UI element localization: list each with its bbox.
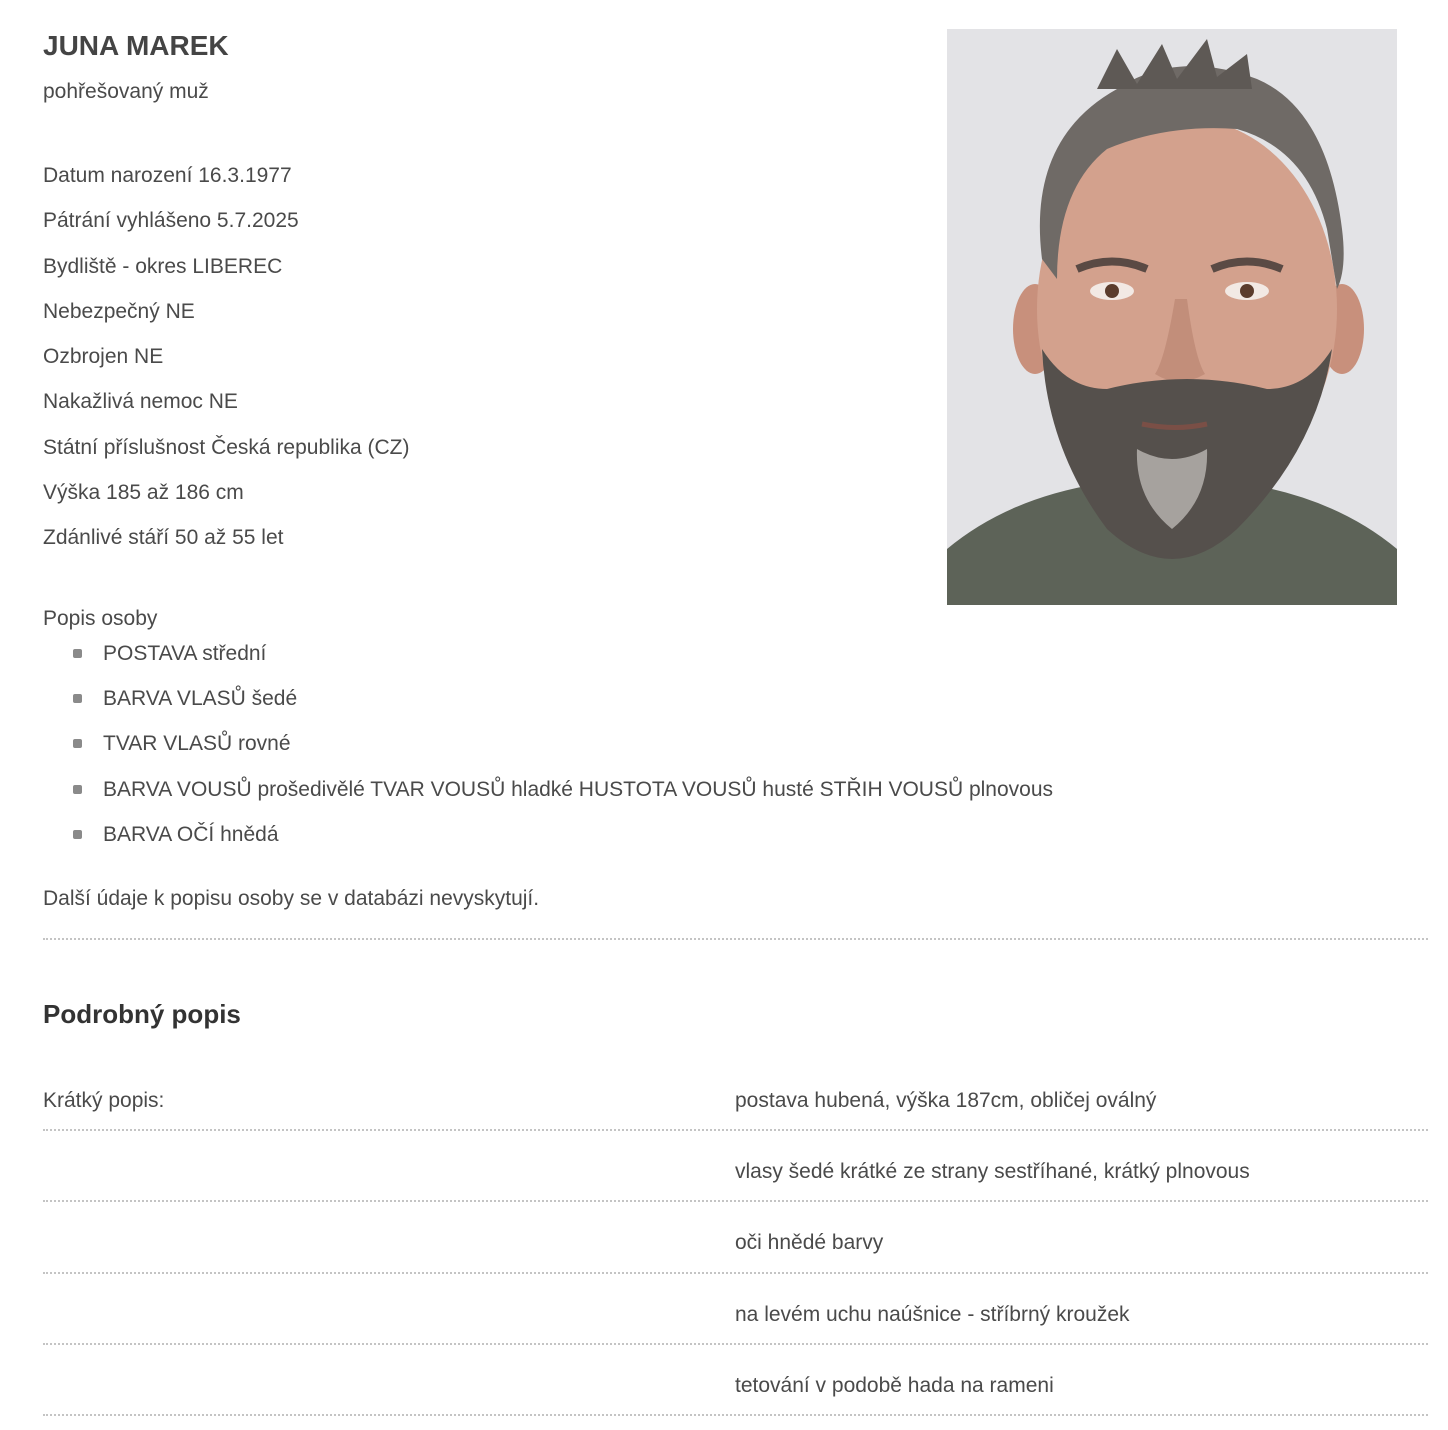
table-row (43, 1274, 1428, 1345)
fact-birth-date: Datum narození 16.3.1977 (43, 164, 292, 187)
detail-row-value: postava hubená, výška 187cm, obličej oválný (735, 1089, 1157, 1112)
description-item-text: BARVA VOUSŮ prošedivělé TVAR VOUSŮ hladké HUSTOTA VOUSŮ husté STŘIH VOUSŮ plnovous (103, 777, 1054, 801)
detail-row-value: tetování v podobě hada na rameni (735, 1373, 1054, 1397)
fact-armed: Ozbrojen NE (43, 345, 164, 369)
bullet-icon (73, 739, 82, 748)
fact-apparent-age: Zdánlivé stáří 50 až 55 let (43, 526, 284, 550)
detail-row-value: oči hnědé barvy (735, 1231, 884, 1255)
detail-row-value: na levém uchu naúšnice - stříbrný kroužek (735, 1302, 1130, 1326)
fact-nationality: Státní příslušnost Česká republika (CZ) (43, 435, 410, 459)
description-item-text: BARVA VLASŮ šedé (103, 687, 298, 711)
fact-contagious: Nakažlivá nemoc NE (43, 390, 238, 414)
list-item (43, 640, 1053, 685)
table-row (43, 1060, 1428, 1131)
description-item-text: BARVA OČÍ hnědá (103, 822, 279, 846)
bullet-icon (73, 830, 82, 839)
detail-section-title: Podrobný popis (43, 999, 241, 1029)
detail-row-label: Krátký popis: (43, 1089, 165, 1112)
fact-dangerous: Nebezpečný NE (43, 299, 195, 323)
bullet-icon (73, 649, 82, 658)
description-list (43, 640, 1053, 866)
description-heading: Popis osoby (43, 607, 158, 630)
detail-table (43, 1060, 1428, 1416)
fact-search-declared: Pátrání vyhlášeno 5.7.2025 (43, 209, 299, 233)
list-item (43, 821, 1053, 866)
table-row (43, 1202, 1428, 1273)
table-row (43, 1131, 1428, 1202)
description-note: Další údaje k popisu osoby se v databázi nevyskytují. (43, 887, 540, 910)
bullet-icon (73, 694, 82, 703)
person-photo (947, 29, 1397, 605)
table-row (43, 1345, 1428, 1416)
list-item (43, 730, 1053, 775)
bullet-icon (73, 785, 82, 794)
fact-height: Výška 185 až 186 cm (43, 481, 244, 505)
description-item-text: TVAR VLASŮ rovné (103, 732, 291, 756)
person-portrait-image (947, 29, 1397, 605)
fact-residence: Bydliště - okres LIBEREC (43, 254, 283, 278)
person-name: JUNA MAREK (43, 30, 229, 61)
list-item (43, 776, 1053, 821)
person-status: pohřešovaný muž (43, 80, 209, 103)
description-item-text: POSTAVA střední (103, 642, 267, 665)
list-item (43, 685, 1053, 730)
detail-row-value: vlasy šedé krátké ze strany sestříhané, krátký plnovous (735, 1160, 1250, 1184)
person-facts-list (43, 162, 409, 570)
section-divider (43, 938, 1428, 940)
